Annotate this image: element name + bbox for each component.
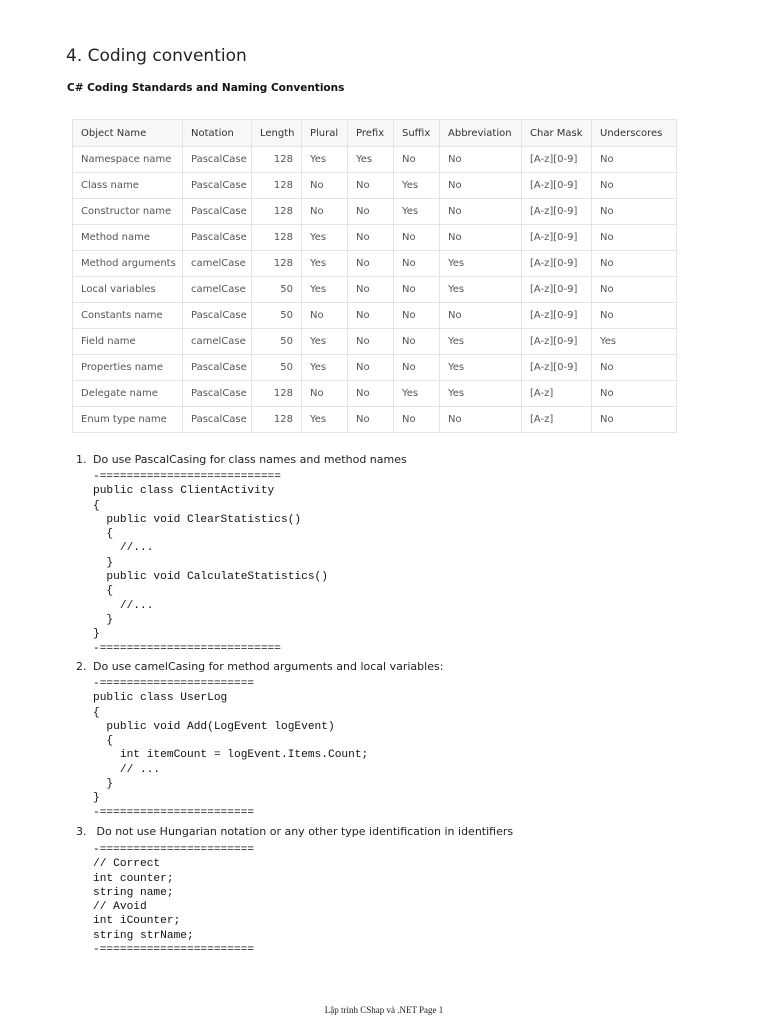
table-cell: No [394,225,440,251]
table-cell: No [592,225,677,251]
table-cell: Class name [73,173,183,199]
column-header: Prefix [348,120,394,147]
column-header: Underscores [592,120,677,147]
table-cell: 50 [252,355,302,381]
table-cell: Constants name [73,303,183,329]
item-number: 2. [76,660,87,673]
table-cell: 128 [252,381,302,407]
table-cell: No [592,147,677,173]
item-text: Do use PascalCasing for class names and method names [93,453,407,466]
table-cell: Method name [73,225,183,251]
table-cell: No [592,355,677,381]
table-cell: No [394,329,440,355]
table-cell: Yes [440,329,522,355]
table-row [73,381,677,407]
column-header: Char Mask [522,120,592,147]
column-header: Abbreviation [440,120,522,147]
table-cell: 128 [252,225,302,251]
table-cell: No [592,199,677,225]
table-cell: No [394,251,440,277]
table-body [73,147,677,433]
item-number: 1. [76,453,87,466]
table-cell: No [440,199,522,225]
table-cell: No [394,147,440,173]
subtitle: C# Coding Standards and Naming Conventions [67,82,345,94]
table-cell: PascalCase [183,407,252,433]
table-cell: PascalCase [183,303,252,329]
table-cell: Field name [73,329,183,355]
item-number: 3. [76,825,87,838]
table-cell: No [302,173,348,199]
table-cell: No [440,173,522,199]
table-cell: 128 [252,173,302,199]
table-cell: [A-z][0-9] [522,277,592,303]
table-cell: 50 [252,303,302,329]
table-cell: PascalCase [183,225,252,251]
table-cell: [A-z][0-9] [522,225,592,251]
table-cell: No [348,199,394,225]
table-cell: [A-z][0-9] [522,329,592,355]
table-cell: Yes [302,407,348,433]
table-cell: No [394,407,440,433]
table-cell: No [592,303,677,329]
list-item-3 [76,825,513,838]
table-header-row [73,120,677,147]
table-cell: [A-z] [522,381,592,407]
column-header: Object Name [73,120,183,147]
table-row [73,303,677,329]
column-header: Plural [302,120,348,147]
column-header: Length [252,120,302,147]
table-cell: No [592,407,677,433]
table-cell: camelCase [183,329,252,355]
table-cell: Yes [302,251,348,277]
table-cell: Yes [394,381,440,407]
table-cell: No [348,381,394,407]
table-cell: Yes [394,173,440,199]
table-cell: No [440,147,522,173]
table-cell: PascalCase [183,147,252,173]
table-cell: [A-z][0-9] [522,251,592,277]
table-cell: No [348,355,394,381]
item-text: Do use camelCasing for method arguments and local variables: [93,660,444,673]
table-row [73,173,677,199]
table-cell: 128 [252,251,302,277]
table-cell: Delegate name [73,381,183,407]
table-cell: No [592,277,677,303]
table-cell: No [394,355,440,381]
table-cell: No [348,251,394,277]
table-cell: No [348,329,394,355]
table-cell: Yes [302,225,348,251]
column-header: Suffix [394,120,440,147]
table-cell: No [302,303,348,329]
table-cell: Method arguments [73,251,183,277]
table-cell: camelCase [183,277,252,303]
table-row [73,277,677,303]
table-row [73,225,677,251]
table-row [73,199,677,225]
table-cell: Yes [302,277,348,303]
table-row [73,251,677,277]
table-cell: No [592,251,677,277]
table-cell: PascalCase [183,173,252,199]
table-cell: No [348,407,394,433]
table-cell: PascalCase [183,199,252,225]
table-cell: No [348,173,394,199]
table-cell: Namespace name [73,147,183,173]
table-cell: camelCase [183,251,252,277]
section-heading: 4. Coding convention [66,46,247,66]
table-row [73,407,677,433]
table-cell: Yes [348,147,394,173]
code-block-3: -======================= // Correct int counter; string name; // Avoid int iCounter; string strName; -======================= [93,844,255,957]
table-cell: Properties name [73,355,183,381]
table-cell: 50 [252,277,302,303]
table-cell: 128 [252,199,302,225]
column-header: Notation [183,120,252,147]
table-cell: Enum type name [73,407,183,433]
table-cell: Yes [302,355,348,381]
table-cell: Yes [302,329,348,355]
table-cell: No [348,225,394,251]
table-cell: Yes [592,329,677,355]
table-cell: 128 [252,407,302,433]
code-block-1: -=========================== public class ClientActivity { public void ClearStatistics() { //... } public void CalculateStatistics() { //... } } -=========================== [93,471,328,655]
table-cell: No [592,173,677,199]
table-cell: No [348,277,394,303]
table-cell: Constructor name [73,199,183,225]
naming-conventions-table [72,119,677,433]
table-cell: Yes [302,147,348,173]
table-cell: [A-z][0-9] [522,199,592,225]
table-row [73,147,677,173]
table-cell: No [592,381,677,407]
table-row [73,329,677,355]
table-row [73,355,677,381]
table-cell: [A-z][0-9] [522,303,592,329]
table-cell: No [302,381,348,407]
table-cell: [A-z] [522,407,592,433]
code-block-2: -======================= public class UserLog { public void Add(LogEvent logEvent) { int itemCount = logEvent.Items.Count; // ... } } -======================= [93,678,369,819]
table-cell: No [394,277,440,303]
table-cell: No [394,303,440,329]
table-cell: PascalCase [183,355,252,381]
table-cell: Yes [394,199,440,225]
table-cell: 50 [252,329,302,355]
table-cell: No [440,407,522,433]
table-cell: No [348,303,394,329]
table-cell: [A-z][0-9] [522,173,592,199]
table-cell: 128 [252,147,302,173]
table-cell: Yes [440,251,522,277]
table-cell: No [440,303,522,329]
item-text: Do not use Hungarian notation or any other type identification in identifiers [93,825,514,838]
page-footer: Lập trình CShap và .NET Page 1 [324,1005,444,1015]
table-cell: No [302,199,348,225]
table-cell: No [440,225,522,251]
table-cell: Yes [440,381,522,407]
table-cell: Local variables [73,277,183,303]
table-cell: PascalCase [183,381,252,407]
table-cell: [A-z][0-9] [522,147,592,173]
table-cell: Yes [440,355,522,381]
table-cell: [A-z][0-9] [522,355,592,381]
table-cell: Yes [440,277,522,303]
list-item-1 [76,453,407,466]
list-item-2 [76,660,443,673]
